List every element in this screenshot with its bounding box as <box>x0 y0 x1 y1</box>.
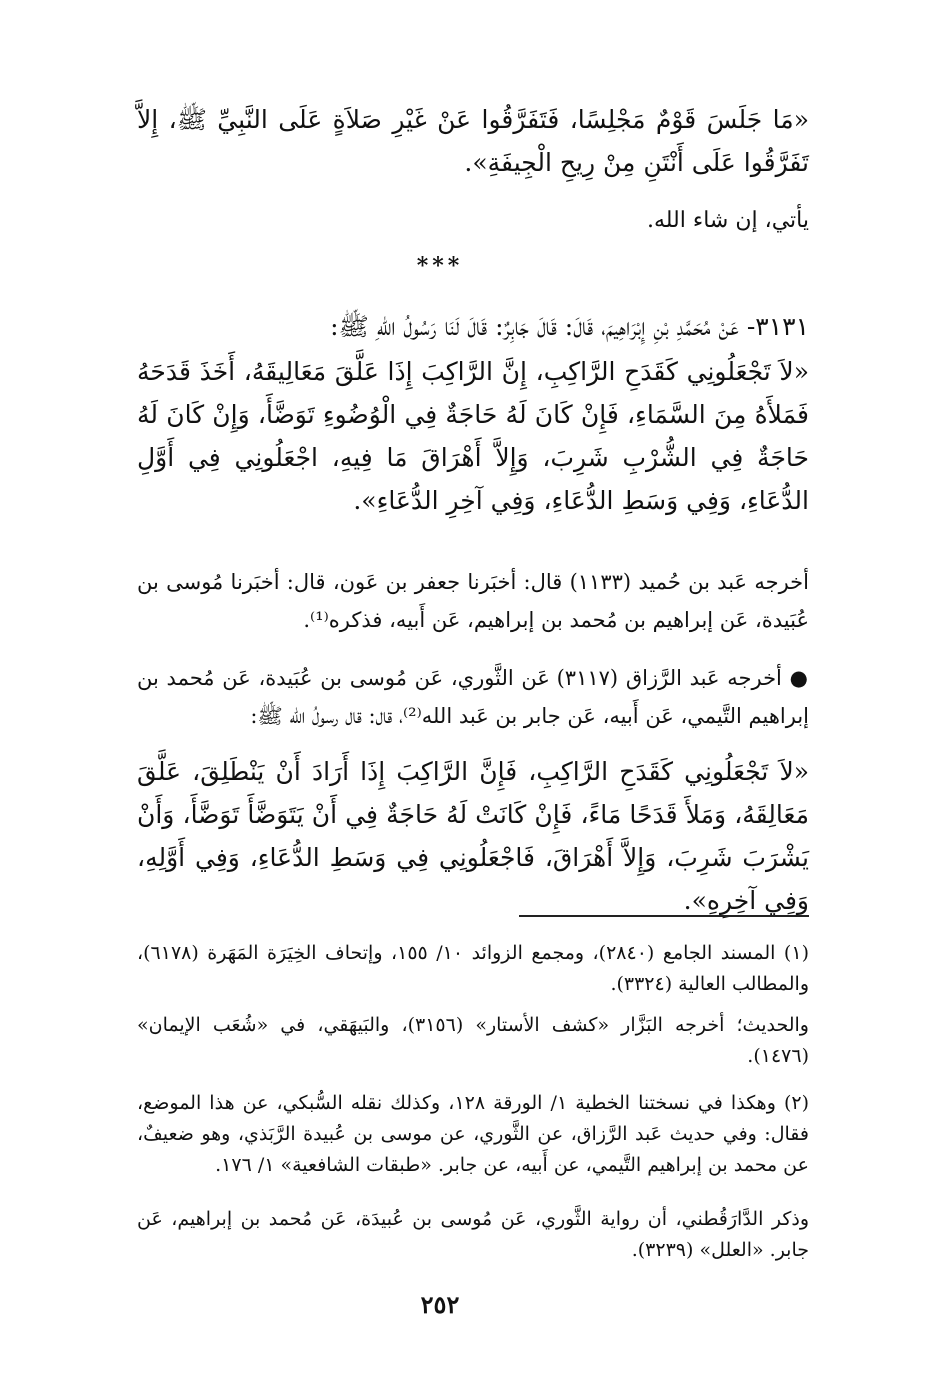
page-number: ٢٥٢ <box>420 1290 460 1319</box>
note-line: يأتي، إن شاء الله. <box>646 208 809 233</box>
footnote-2a: (٢) وهكذا في نسختنا الخطية ١/ الورقة ١٢٨، وكذلك نقله السُّبكي، عن هذا الموضع، فقال: وفي حديث عَبد الرَّزاق، عن الثَّوري، عن موسى بن عُبيدة الرَّبَذي، وهو ضعيفٌ، عن محمد بن إبراهيم التَّيمي، عن أَبيه، عن جابر. «طبقات الشافعية» ١/ ١٧٦. <box>137 1092 809 1176</box>
hadith-text: «لاَ تَجْعَلُونِي كَقَدَحِ الرَّاكِبِ، إِنَّ الرَّاكِبَ إِذَا عَلَّقَ مَعَالِيقَهُ، أَخَذَ قَدَحَهُ فَمَلأَهُ مِنَ السَّمَاءِ، فَإِنْ كَانَ لَهُ حَاجَةٌ فِي الْوُضُوءِ تَوَضَّأَ، وَإِنْ كَانَ لَهُ حَاجَةٌ فِي الشُّرْبِ شَرِبَ، وَإِلاَّ أَهْرَاقَ مَا فِيهِ، اجْعَلُونِي فِي أَوَّلِ الدُّعَاءِ، وَفِي وَسَطِ الدُّعَاءِ، وَفِي آخِرِ الدُّعَاءِ». <box>137 357 809 515</box>
hadith-continuation: «مَا جَلَسَ قَوْمٌ مَجْلِسًا، فَتَفَرَّقُوا عَنْ غَيْرِ صَلاَةٍ عَلَى النَّبِيِّ ﷺ، إِلاَّ تَفَرَّقُوا عَلَى أَنْتَنِ مِنْ رِيحِ الْجِيفَةِ». <box>137 105 809 177</box>
bullet-icon: ● <box>789 665 810 690</box>
section-separator: *** <box>416 253 464 279</box>
takhrij-text-2: أخرجه عَبد الرَّزاق (٣١١٧) عَن الثَّوري، عَن مُوسى بن عُبَيدة، عَن مُحمد بن إبراهيم التَّيمي، عَن أَبيه، عَن جابر بن عَبد الله⁽²⁾، قال: قال رسولُ الله ﷺ: <box>137 666 809 728</box>
takhrij-paragraph-2 <box>137 659 809 735</box>
footnote-1b: والحديث؛ أخرجه البَزَّار «كشف الأستار» (٣١٥٦)، والبَيهَقي، في «شُعَب الإيمان» (١٤٧٦). <box>137 1014 809 1067</box>
footnote-1a: (١) المسند الجامع (٢٨٤٠)، ومجمع الزوائد ١٠/ ١٥٥، وإتحاف الخِيَرَة المَهَرة (٦١٧٨)، والمطالب العالية (٣٣٢٤). <box>137 942 809 995</box>
takhrij-paragraph-1: أخرجه عَبد بن حُميد (١١٣٣) قال: أخبَرنا جعفر بن عَون، قال: أخبَرنا مُوسى بن عُبَيدة، عَن إبراهيم بن مُحمد بن إبراهيم، عَن أَبيه، فذكره⁽¹⁾. <box>137 570 809 632</box>
hadith-heading: ٣١٣١- عَنْ مُحَمَّدِ بْنِ إِبْرَاهِيمَ، قَالَ: قَالَ جَابِرٌ: قَالَ لَنَا رَسُولُ اللهِ ﷺ: <box>330 312 809 341</box>
footnote-divider <box>519 915 809 917</box>
hadith-text-2: «لاَ تَجْعَلُونِي كَقَدَحِ الرَّاكِبِ، فَإِنَّ الرَّاكِبَ إِذَا أَرَادَ أَنْ يَنْطَلِقَ، عَلَّقَ مَعَالِقَهُ، وَمَلأَ قَدَحًا مَاءً، فَإِنْ كَانَتْ لَهُ حَاجَةٌ فِي أَنْ يَتَوَضَّأَ تَوَضَّأَ، وَأَنْ يَشْرَبَ شَرِبَ، وَإِلاَّ أَهْرَاقَ، فَاجْعَلُونِي فِي وَسَطِ الدُّعَاءِ، وَفِي أَوَّلِهِ، وَفِي آخِرِهِ». <box>137 757 809 915</box>
footnote-2b: وذكر الدَّارَقُطني، أن رواية الثَّوري، عَن مُوسى بن عُبيدَة، عَن مُحمد بن إبراهيم، عَن جابر. «العلل» (٣٢٣٩). <box>137 1208 809 1261</box>
